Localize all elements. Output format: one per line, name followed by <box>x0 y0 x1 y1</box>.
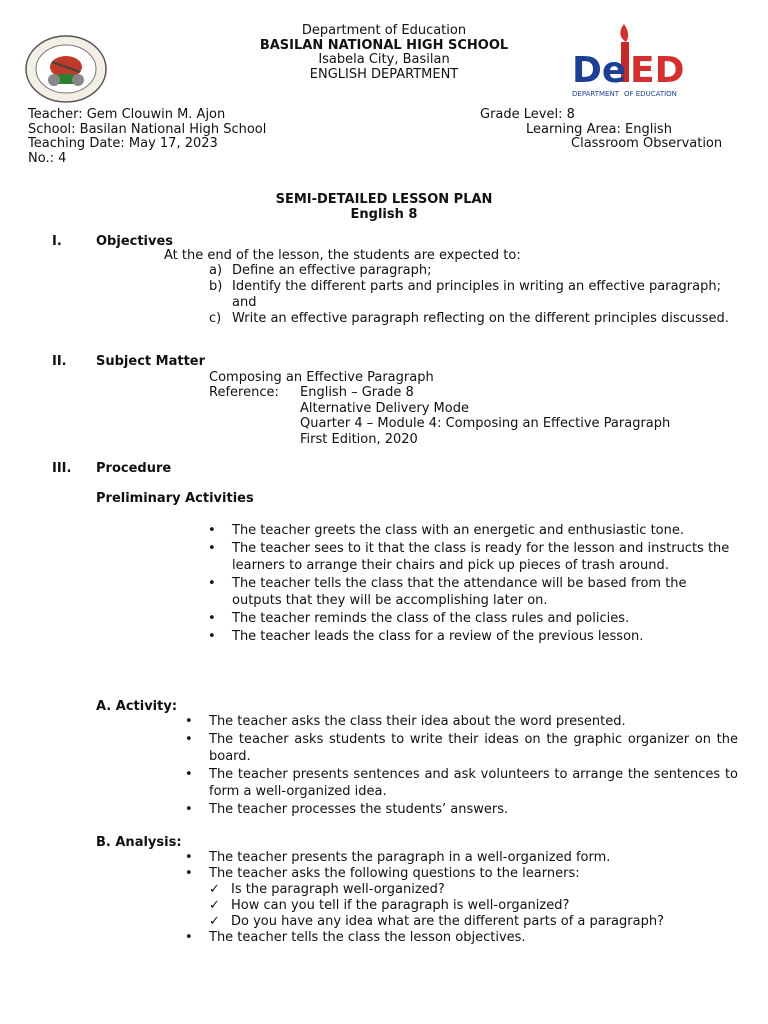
list-item <box>185 930 738 946</box>
list-item-text: The teacher presents sentences and ask volunteers to arrange the sentences to form a well-organized idea. <box>209 766 738 800</box>
question-item <box>209 898 738 914</box>
list-item <box>185 713 738 731</box>
bullet-icon: • <box>208 610 216 626</box>
objective-item <box>209 263 733 279</box>
objectives-intro: At the end of the lesson, the students are expected to: <box>164 248 521 263</box>
analysis-list <box>185 850 738 946</box>
bullet-icon: • <box>208 628 216 644</box>
svg-text:DEPARTMENT: DEPARTMENT <box>572 90 619 98</box>
list-item-text: The teacher tells the class the lesson objectives. <box>209 930 526 945</box>
reference-line: Alternative Delivery Mode <box>300 400 469 416</box>
subject-topic: Composing an Effective Paragraph <box>209 370 434 385</box>
list-item <box>208 575 738 610</box>
objective-marker: b) <box>209 279 223 294</box>
list-item-text: The teacher asks the following questions to the learners: <box>209 866 580 881</box>
list-item <box>208 628 738 646</box>
list-item-text: The teacher reminds the class of the class rules and policies. <box>232 610 630 626</box>
list-item-text: The teacher presents the paragraph in a well-organized form. <box>209 850 611 865</box>
list-item <box>185 850 738 866</box>
teaching-date: Teaching Date: May 17, 2023 <box>28 136 218 151</box>
bullet-icon: • <box>208 523 216 538</box>
analysis-title: B. Analysis: <box>96 835 182 850</box>
section-title-procedure: Procedure <box>96 461 172 476</box>
section-number-subject: II. <box>52 354 67 369</box>
question-text: Do you have any idea what are the different parts of a paragraph? <box>231 914 664 929</box>
school-name: BASILAN NATIONAL HIGH SCHOOL <box>259 37 509 53</box>
question-text: How can you tell if the paragraph is well-organized? <box>231 898 570 913</box>
bullet-icon: • <box>185 731 193 747</box>
list-item-text: The teacher asks the class their idea about the word presented. <box>209 714 626 729</box>
checkmark-icon: ✓ <box>209 914 220 929</box>
list-item <box>208 540 738 575</box>
section-title-subject: Subject Matter <box>96 354 206 369</box>
svg-text:De: De <box>572 50 627 91</box>
city-name: Isabela City, Basilan <box>318 52 450 67</box>
objective-marker: a) <box>209 263 223 278</box>
list-item-text: The teacher greets the class with an energetic and enthusiastic tone. <box>232 523 684 538</box>
list-item-text: The teacher leads the class for a review of the previous lesson. <box>232 628 644 644</box>
document-header <box>0 24 768 82</box>
section-title-objectives: Objectives <box>96 234 174 249</box>
reference-line: Quarter 4 – Module 4: Composing an Effective Paragraph <box>300 416 671 431</box>
preliminary-list <box>208 522 738 645</box>
preliminary-title: Preliminary Activities <box>96 491 254 506</box>
bullet-icon: • <box>208 575 216 591</box>
activity-list <box>185 713 738 819</box>
list-item <box>185 866 738 882</box>
list-item-text: The teacher sees to it that the class is ready for the lesson and instructs the learners to arrange their chairs and pick up pieces of trash around. <box>232 540 730 574</box>
reference-line: English – Grade 8 <box>300 385 414 400</box>
list-item-text: The teacher processes the students’ answers. <box>209 801 509 817</box>
department-unit: ENGLISH DEPARTMENT <box>309 66 459 82</box>
svg-text:ED: ED <box>630 50 685 91</box>
objective-item <box>209 279 733 311</box>
observation-type: Classroom Observation <box>571 136 723 151</box>
observation-number: No.: 4 <box>28 150 67 166</box>
bullet-icon: • <box>185 850 193 865</box>
list-item <box>208 610 738 628</box>
question-text: Is the paragraph well-organized? <box>231 882 445 897</box>
bullet-icon: • <box>185 766 193 782</box>
objectives-list <box>209 263 733 327</box>
list-item <box>185 731 738 766</box>
list-item <box>185 766 738 801</box>
objective-text: Identify the different parts and principles in writing an effective paragraph; and <box>232 279 721 310</box>
objective-text: Write an effective paragraph reflecting on the different principles discussed. <box>232 311 729 326</box>
bullet-icon: • <box>185 801 193 817</box>
objective-text: Define an effective paragraph; <box>232 263 432 278</box>
checkmark-icon: ✓ <box>209 898 220 913</box>
activity-title: A. Activity: <box>96 699 178 714</box>
bullet-icon: • <box>185 714 193 729</box>
grade-level: Grade Level: 8 <box>480 107 575 122</box>
question-item <box>209 882 738 898</box>
bullet-icon: • <box>208 540 216 556</box>
list-item <box>185 801 738 819</box>
reference-label: Reference: <box>209 385 279 400</box>
section-number-objectives: I. <box>52 234 62 249</box>
plan-title: SEMI-DETAILED LESSON PLAN <box>275 192 493 207</box>
question-item <box>209 914 738 930</box>
department-name: Department of Education <box>301 23 467 38</box>
learning-area: Learning Area: English <box>526 121 672 137</box>
section-number-procedure: III. <box>52 461 72 476</box>
list-item-text: The teacher tells the class that the attendance will be based from the outputs that they will be accomplishing later on. <box>232 575 687 609</box>
school-info: School: Basilan National High School <box>28 121 267 137</box>
teacher-info: Teacher: Gem Clouwin M. Ajon <box>28 107 226 122</box>
list-item-text: The teacher asks students to write their ideas on the graphic organizer on the board. <box>209 731 738 765</box>
bullet-icon: • <box>185 866 193 881</box>
plan-subtitle: English 8 <box>350 207 418 222</box>
question-list <box>185 882 738 930</box>
list-item <box>208 522 738 540</box>
objective-item <box>209 311 733 327</box>
svg-text:OF EDUCATION: OF EDUCATION <box>624 90 677 98</box>
bullet-icon: • <box>185 930 193 945</box>
reference-line: First Edition, 2020 <box>300 431 418 447</box>
checkmark-icon: ✓ <box>209 882 220 897</box>
objective-marker: c) <box>209 311 222 326</box>
